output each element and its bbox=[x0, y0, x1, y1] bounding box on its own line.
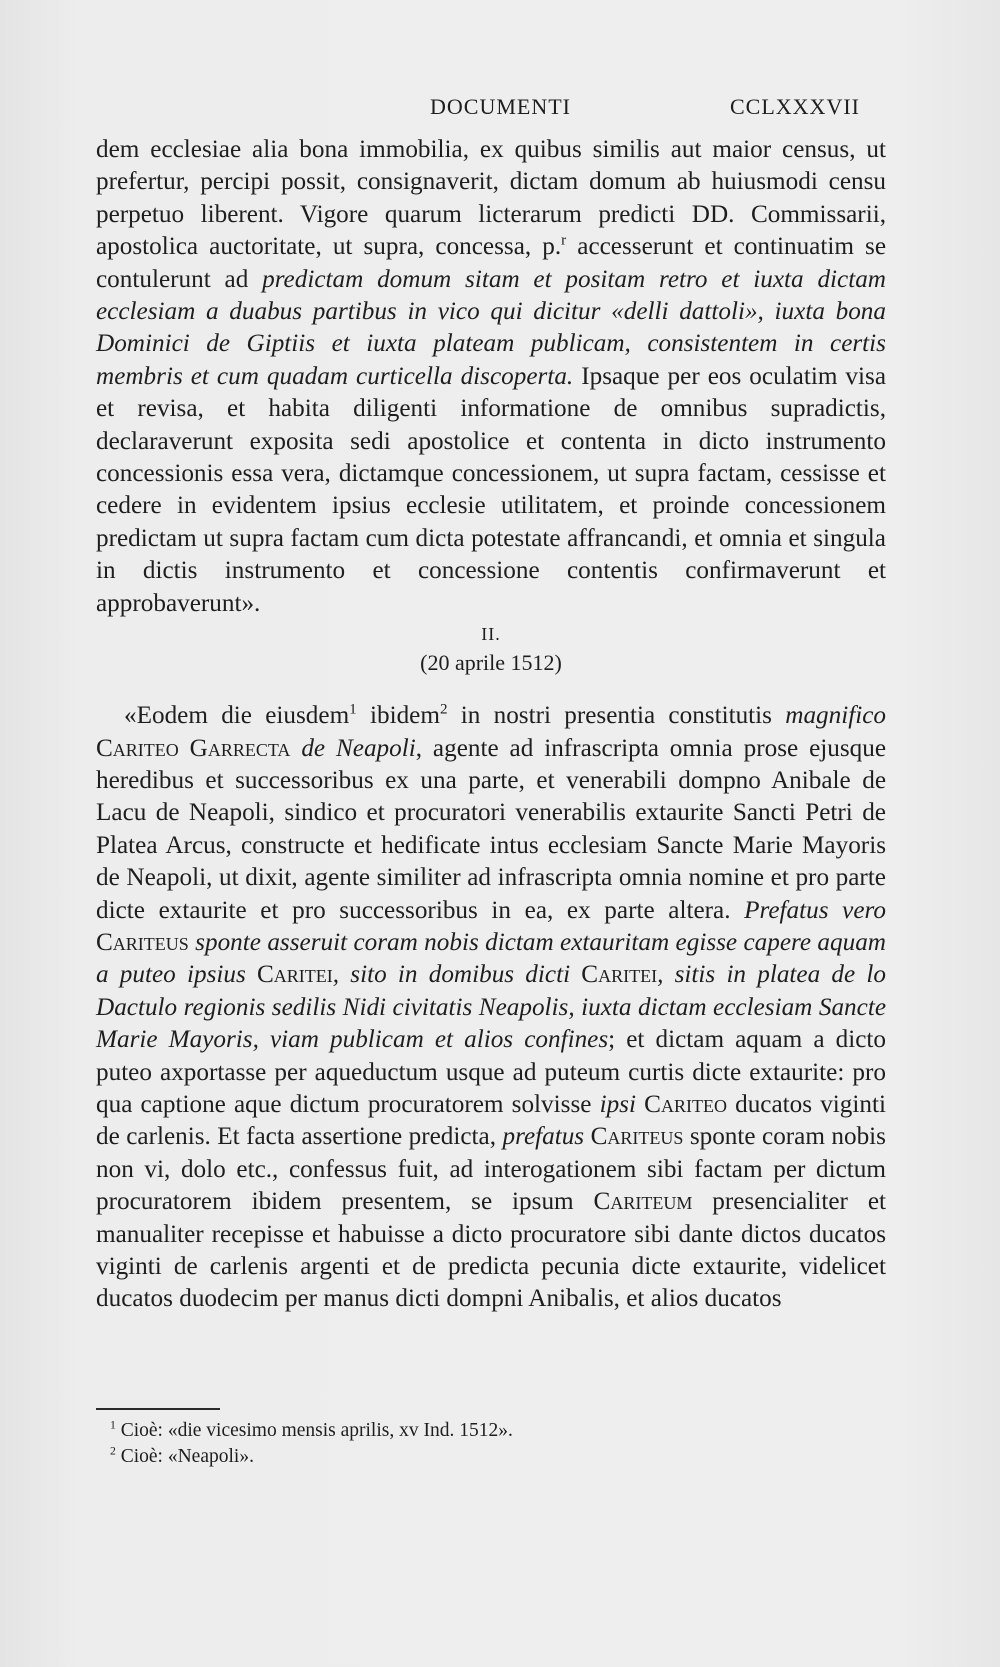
smallcaps-name: Cariteo bbox=[636, 1090, 727, 1118]
italic-run: prefatus bbox=[502, 1123, 585, 1151]
text-run: «Eodem die eiusdem bbox=[124, 702, 350, 730]
smallcaps-name: Caritei bbox=[570, 961, 658, 989]
document-paragraph bbox=[96, 700, 886, 1316]
text-run: accesserunt et continuatim se contulerunt ad bbox=[96, 233, 886, 293]
paragraph-continuation bbox=[96, 134, 886, 620]
section-date: (20 aprile 1512) bbox=[420, 650, 562, 676]
text-run: ibidem bbox=[356, 702, 440, 730]
main-text bbox=[96, 134, 886, 1316]
text-run: Ipsaque per eos oculatim visa et revisa, et habita diligenti informatione de omnibus supradictis, declaraverunt exposita sedi apostolice et contenta in dicto instrumento concessionis essa vera, dictamque concessionem, ut supra factam, cessisse et cedere in evidentem ipsius ecclesie utilitatem, et proinde concessionem predictam ut supra factam cum dicta potestate affrancandi, et omnia et singula in dictis instrumento et concessione contentis confirmaverunt et approbaverunt». bbox=[96, 362, 886, 617]
footnote-text: Cioè: «die vicesimo mensis aprilis, xv Ind. 1512». bbox=[115, 1420, 513, 1441]
text-run: ducatos viginti de carlenis. Et facta assertione predicta, bbox=[96, 1090, 886, 1151]
text-run: dem ecclesiae alia bona immobilia, ex quibus similis aut maior census, ut prefertur, percipi possit, consignaverit, dictam domum ab huiusmodi censu perpetuo liberent. Vigore quarum licterarum predicti DD. Commissarii, apostolica auctoritate, ut supra, concessa, p. bbox=[96, 136, 886, 261]
text-run: presencialiter et manualiter recepisse et habuisse a dicto procuratore sibi dante dictos ducatos viginti de carlenis argenti et de predicta pecunia dicte extaurite, videlicet ducatos duodecim per manus dicti dompni Anibalis, et alios ducatos bbox=[96, 1188, 886, 1313]
section-number: II. bbox=[481, 624, 501, 645]
footnote-number: 1 bbox=[110, 1418, 116, 1432]
footnote-ref: 1 bbox=[349, 701, 357, 718]
italic-run: sponte asseruit coram nobis dictam extauritam egisse capere aquam a puteo ipsius bbox=[96, 928, 886, 989]
italic-run: de Neapoli bbox=[290, 734, 416, 762]
smallcaps-name: Cariteo Garrecta bbox=[96, 734, 291, 762]
footnote-rule bbox=[96, 1408, 220, 1410]
italic-run: magnifico bbox=[785, 702, 886, 730]
italic-run: , sitis in platea de lo Dactulo regionis sedilis Nidi civitatis Neapolis, iuxta dictam ecclesiam Sancte Marie Mayoris, viam publicam et alios confines bbox=[96, 961, 887, 1054]
smallcaps-name: Cariteum bbox=[573, 1188, 693, 1216]
page-number: CCLXXXVII bbox=[730, 94, 860, 119]
smallcaps-name: Cariteus bbox=[584, 1123, 684, 1151]
italic-run: Prefatus vero bbox=[744, 896, 886, 924]
footnotes bbox=[110, 1418, 870, 1470]
footnote-ref: 2 bbox=[439, 701, 448, 718]
text-run: , agente ad infrascripta omnia prose ejusque heredibus et successoribus ex una parte, et venerabili dompno Anibale de Lacu de Neapoli, sindico et procuratori venerabilis extaurite Sancti Petri de Platea Arcus, constructe et hedificate intus ecclesiam Sancte Marie Mayoris de Neapoli, ut dixit, agente similiter ad infrascripta omnia nomine et pro parte dicte extaurite et pro successoribus in ea, ex parte altera. bbox=[96, 734, 887, 924]
footnote bbox=[110, 1418, 870, 1444]
italic-run: ipsi bbox=[599, 1090, 636, 1118]
italic-run: , sito in domibus dicti bbox=[332, 961, 571, 989]
superscript: r bbox=[561, 232, 567, 249]
footnote-text: Cioè: «Neapoli». bbox=[115, 1446, 254, 1467]
footnote bbox=[110, 1444, 870, 1470]
text-run: sponte coram nobis non vi, dolo etc., confessus fuit, ad interogationem sibi factam per dictum procuratorem ibidem presentem, se ipsum bbox=[96, 1123, 886, 1216]
text-run: ; et dictam aquam a dicto puteo axportasse per aqueductum usque ad puteum curtis dicte extaurite: pro qua captione aque dictum procuratorem solvisse bbox=[96, 1026, 886, 1118]
smallcaps-name: Caritei bbox=[245, 961, 333, 989]
italic-run: predictam domum sitam et positam retro et iuxta dictam ecclesiam a duabus partibus in vico qui dicitur «delli dattoli», iuxta bona Dominici de Giptiis et iuxta plateam publicam, consistentem in certis membris et cum quadam curticella discoperta. bbox=[96, 265, 886, 390]
footnote-number: 2 bbox=[110, 1444, 116, 1458]
running-head bbox=[0, 94, 1000, 124]
running-head-title: DOCUMENTI bbox=[430, 94, 571, 119]
text-run: in nostri presentia constitutis bbox=[447, 702, 786, 730]
smallcaps-name: Cariteus bbox=[96, 928, 189, 956]
